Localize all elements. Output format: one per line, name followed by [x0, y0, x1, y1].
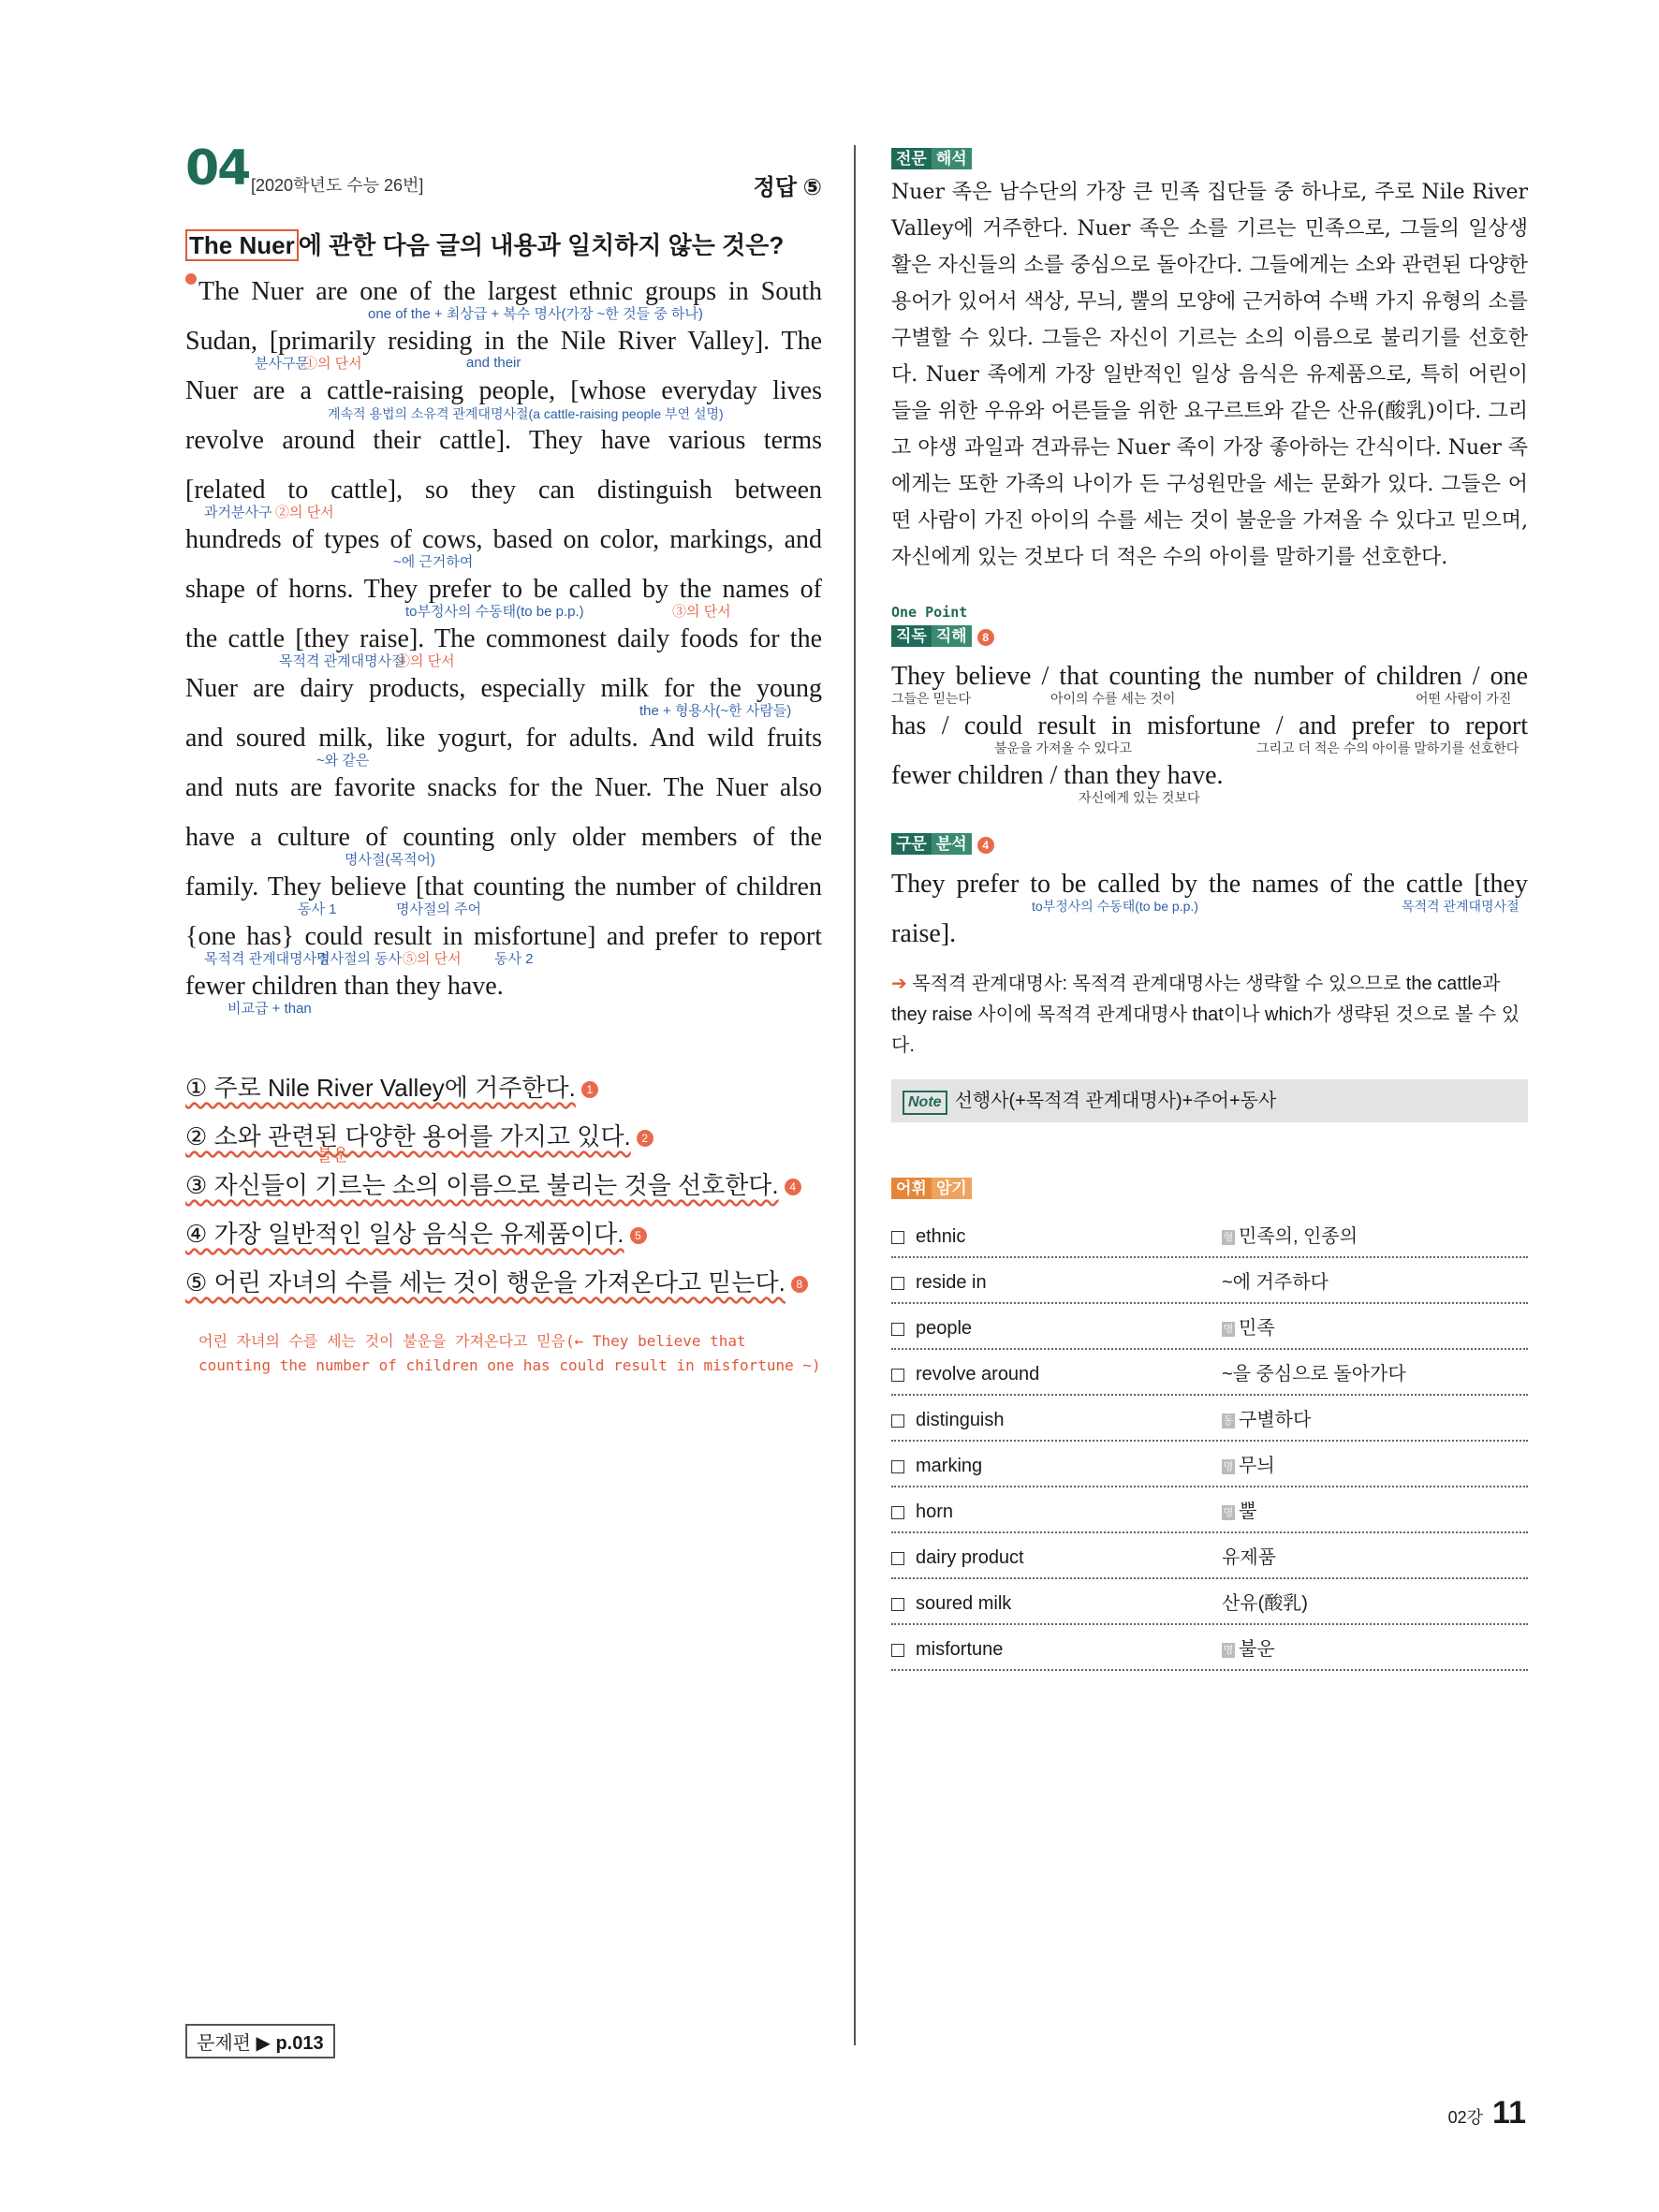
vocab-word: misfortune — [891, 1625, 1003, 1674]
passage-line: revolve around their cattle]. They have various terms — [185, 426, 822, 455]
passage-line: family. They believe [that counting the number of children 동사 1 명사절의 주어 — [185, 872, 822, 917]
passage-line: fewer children than they have. 비교급 + than — [185, 972, 504, 1017]
sentence-ref: 4 — [785, 1179, 801, 1195]
clue-label: ⑤의 단서 — [403, 951, 462, 967]
answer-label: 정답 ⑤ — [753, 175, 822, 200]
question-source: [2020학년도 수능 26번] — [251, 176, 424, 195]
checkbox-icon[interactable] — [891, 1552, 904, 1565]
vocab-row — [891, 1625, 1528, 1671]
passage-line: Nuer are a cattle-raising people, [whose everyday lives and their 계속적 용법의 소유격 관계대명사절(a cattle-raising people 부연 설명) — [185, 355, 822, 421]
direct-line: has / could result in misfortune / and prefer to report 불운을 가져올 수 있다고 그리고 더 적은 수의 아이를 말하기를 선호한다 — [891, 711, 1528, 755]
one-point-label: One Point — [891, 604, 968, 621]
gloss: 명사절의 주어 — [396, 901, 482, 917]
gloss: ~에 근거하여 — [393, 554, 474, 570]
checkbox-icon[interactable] — [891, 1460, 904, 1473]
part-of-speech-badge: 명 — [1223, 1644, 1234, 1656]
gloss: 목적격 관계대명사절 — [204, 951, 330, 967]
grammar-line: They prefer to be called by the names of the cattle [they to부정사의 수동태(to be p.p.) 목적격 관계대명사절 — [891, 870, 1528, 914]
note-box: Note 선행사(+목적격 관계대명사)+주어+동사 — [891, 1079, 1528, 1122]
part-of-speech-badge: 명 — [1223, 1460, 1234, 1472]
sentence-ref: 8 — [791, 1276, 808, 1293]
page-number: 02강 11 — [1447, 2095, 1526, 2131]
gloss: the + 형용사(~한 사람들) — [639, 703, 792, 719]
vocab-row — [891, 1258, 1528, 1304]
checkbox-icon[interactable] — [891, 1277, 904, 1290]
vocab-row — [891, 1350, 1528, 1396]
direct-translation-tag: 직독 직해 8 — [891, 623, 994, 646]
passage-line: {one has} could result in misfortune] and prefer to report 목적격 관계대명사절 명사절의 동사 ⑤의 단서 동사 2 — [185, 922, 822, 967]
vocab-word: people — [891, 1304, 972, 1353]
vocab-row — [891, 1533, 1528, 1579]
checkbox-icon[interactable] — [891, 1323, 904, 1336]
passage-line: Sudan, [primarily residing in the Nile River Valley]. The 분사구문 ①의 단서 — [185, 327, 822, 372]
gloss: and their — [466, 355, 521, 371]
choice-2[interactable]: ② 소와 관련된 다양한 용어를 가지고 있다. 2 — [185, 1118, 822, 1166]
vocab-word: dairy product — [891, 1533, 1024, 1582]
direct-translation — [891, 658, 1528, 807]
checkbox-icon[interactable] — [891, 1506, 904, 1519]
vocab-list — [891, 1212, 1528, 1671]
vocab-meaning: ~에 거주하다 — [1222, 1272, 1329, 1293]
vocab-row — [891, 1442, 1528, 1487]
checkbox-icon[interactable] — [891, 1644, 904, 1657]
grammar-tag: 구문 분석 4 — [891, 830, 994, 854]
checkbox-icon[interactable] — [891, 1231, 904, 1244]
question-number: 04 — [185, 140, 250, 197]
gloss: ~와 같은 — [316, 753, 370, 769]
passage-line: shape of horns. They prefer to be called by the names of to부정사의 수동태(to be p.p.) ③의 단서 — [185, 575, 822, 620]
checkbox-icon[interactable] — [891, 1598, 904, 1611]
vocab-word: marking — [891, 1442, 982, 1490]
passage-line: and nuts are favorite snacks for the Nuer. The Nuer also — [185, 773, 822, 802]
vocab-meaning: 산유(酸乳) — [1222, 1593, 1308, 1614]
gloss: 계속적 용법의 소유격 관계대명사절(a cattle-raising people 부연 설명) — [328, 406, 724, 421]
gloss: 과거분사구 — [204, 505, 272, 520]
vocab-meaning: 명 무늬 — [1223, 1456, 1275, 1476]
sentence-ref: 5 — [630, 1227, 647, 1244]
choice-4[interactable]: ④ 가장 일반적인 일상 음식은 유제품이다. 5 — [185, 1215, 822, 1264]
choice-3[interactable]: ③ 자신들이 기르는 소의 이름으로 불리는 것을 선호한다. 4 — [185, 1166, 822, 1215]
question-title — [185, 227, 784, 261]
choice-1[interactable]: ① 주로 Nile River Valley에 거주한다. 1 — [185, 1069, 822, 1118]
sentence-ref: 2 — [637, 1130, 653, 1147]
gloss: 동사 2 — [494, 951, 534, 967]
translation-text: Nuer 족은 남수단의 가장 큰 민족 집단들 중 하나로, 주로 Nile River Valley에 거주한다. Nuer 족은 소를 기르는 민족으로, 그들의 일상생활은 자신들의 소를 중심으로 돌아간다. 그들에게는 소와 관련된 다양한 용어가 있어서 색상, 무늬, 뿔의 모양에 근거하여 수백 가지 유형의 소를 구별할 수 있다. 그들은 자신이 기르는 소의 이름으로 불리기를 선호한다. Nuer 족에게 가장 일반적인 일상 음식은 유제품으로, 특히 어린이들을 위한 우유와 어른들을 위한 요구르트와 같은 산유(酸乳)이다. 그리고 야생 과일과 견과류는 Nuer 족이 가장 좋아하는 간식이다. Nuer 족에게는 또한 가족의 나이가 든 구성원만을 세는 문화가 있다. 그들은 어떤 사람이 가진 아이의 수를 세는 것이 불운을 가져올 수 있다고 믿으며, 자신에게 있는 것보다 더 적은 수의 아이를 말하기를 선호한다. — [891, 181, 1528, 569]
part-of-speech-badge: 동 — [1223, 1414, 1234, 1427]
explanation-column — [891, 145, 1528, 1660]
vocab-word: horn — [891, 1487, 953, 1536]
gloss: 동사 1 — [298, 901, 337, 917]
gloss: 명사절(목적어) — [345, 852, 435, 868]
gloss: one of the + 최상급 + 복수 명사(가장 ~한 것들 중 하나) — [368, 306, 703, 322]
column-divider — [854, 145, 856, 2045]
vocab-word: revolve around — [891, 1350, 1039, 1399]
passage-line: and soured milk, like yogurt, for adults. And wild fruits ~와 같은 — [185, 724, 822, 769]
translation-tag: 전문 해석 — [891, 145, 972, 168]
part-of-speech-badge: 명 — [1223, 1506, 1234, 1518]
direct-line: fewer children / than they have. 자신에게 있는 것보다 — [891, 761, 1224, 805]
title-highlight: The Nuer — [185, 229, 299, 261]
vocab-word: reside in — [891, 1258, 987, 1307]
vocab-row — [891, 1212, 1528, 1258]
vocab-meaning: 유제품 — [1222, 1547, 1276, 1568]
passage-line: have a culture of counting only older members of the 명사절(목적어) — [185, 823, 822, 868]
vocab-meaning: 명 불운 — [1223, 1639, 1275, 1660]
title-text: 에 관한 다음 글의 내용과 일치하지 않는 것은? — [298, 231, 785, 259]
checkbox-icon[interactable] — [891, 1369, 904, 1382]
part-of-speech-badge: 명 — [1223, 1323, 1234, 1335]
passage-line: the cattle [they raise]. The commonest daily foods for the 목적격 관계대명사절 ④의 단서 — [185, 624, 822, 669]
handwritten-note: 어린 자녀의 수를 세는 것이 불운을 가져온다고 믿음(← They believe that counting the number of children one has could result in misfortune ~) — [198, 1332, 821, 1374]
grammar-note: ➔ 목적격 관계대명사: 목적격 관계대명사는 생략할 수 있으므로 the cattle과 they raise 사이에 목적격 관계대명사 that이나 which가 생략된 것으로 볼 수 있다. — [891, 974, 1520, 1056]
vocab-tag: 어휘 암기 — [891, 1175, 972, 1198]
vocab-word: ethnic — [891, 1212, 965, 1261]
handwritten-correction: 불운 — [316, 1146, 349, 1165]
clue-label: ②의 단서 — [275, 505, 334, 520]
passage-line: [related to cattle], so they can distinguish between 과거분사구 ②의 단서 — [185, 476, 822, 520]
gloss: 분사구문 — [255, 356, 309, 372]
sentence-marker — [185, 273, 197, 285]
clue-label: ③의 단서 — [672, 604, 731, 620]
gloss: 명사절의 동사 — [316, 951, 403, 967]
answer-choices — [185, 1069, 822, 1312]
passage — [185, 273, 822, 1018]
vocab-meaning: ~을 중심으로 돌아가다 — [1222, 1364, 1406, 1384]
gloss: to부정사의 수동태(to be p.p.) — [405, 604, 584, 620]
direct-line: They believe / that counting the number of children / one 그들은 믿는다 아이의 수를 세는 것이 어떤 사람이 가진 — [891, 662, 1528, 706]
grammar-line: raise]. — [891, 919, 957, 948]
vocab-meaning: 형 민족의, 인종의 — [1223, 1226, 1358, 1247]
vocab-meaning: 명 뿔 — [1223, 1502, 1257, 1522]
clue-label: ④의 단서 — [396, 653, 455, 669]
sentence-ref: 1 — [581, 1081, 598, 1098]
passage-line: Nuer are dairy products, especially milk for the young the + 형용사(~한 사람들) — [185, 674, 822, 719]
part-of-speech-badge: 형 — [1223, 1231, 1234, 1243]
clue-label: ①의 단서 — [303, 356, 362, 372]
page-reference[interactable]: 문제편 ▶ p.013 — [185, 2024, 335, 2058]
vocab-row — [891, 1304, 1528, 1350]
question-header — [185, 140, 822, 206]
vocab-word: soured milk — [891, 1579, 1011, 1628]
choice-5[interactable]: ⑤ 어린 자녀의 수를 세는 것이 행운을 가져온다고 믿는다. 8 — [185, 1264, 822, 1312]
gloss: 목적격 관계대명사절 — [279, 653, 405, 669]
grammar-analysis — [891, 866, 1528, 965]
passage-line: hundreds of types of cows, based on color, markings, and ~에 근거하여 — [185, 525, 822, 570]
gloss: 비교급 + than — [228, 1001, 312, 1017]
vocab-word: distinguish — [891, 1396, 1005, 1444]
vocab-row — [891, 1579, 1528, 1625]
passage-line: The Nuer are one of the largest ethnic groups in South one of the + 최상급 + 복수 명사(가장 ~한 것들 중 하나) — [185, 273, 822, 323]
checkbox-icon[interactable] — [891, 1414, 904, 1428]
vocab-row — [891, 1396, 1528, 1442]
vocab-row — [891, 1487, 1528, 1533]
vocab-meaning: 명 민족 — [1223, 1318, 1275, 1339]
vocab-meaning: 동 구별하다 — [1223, 1410, 1312, 1430]
